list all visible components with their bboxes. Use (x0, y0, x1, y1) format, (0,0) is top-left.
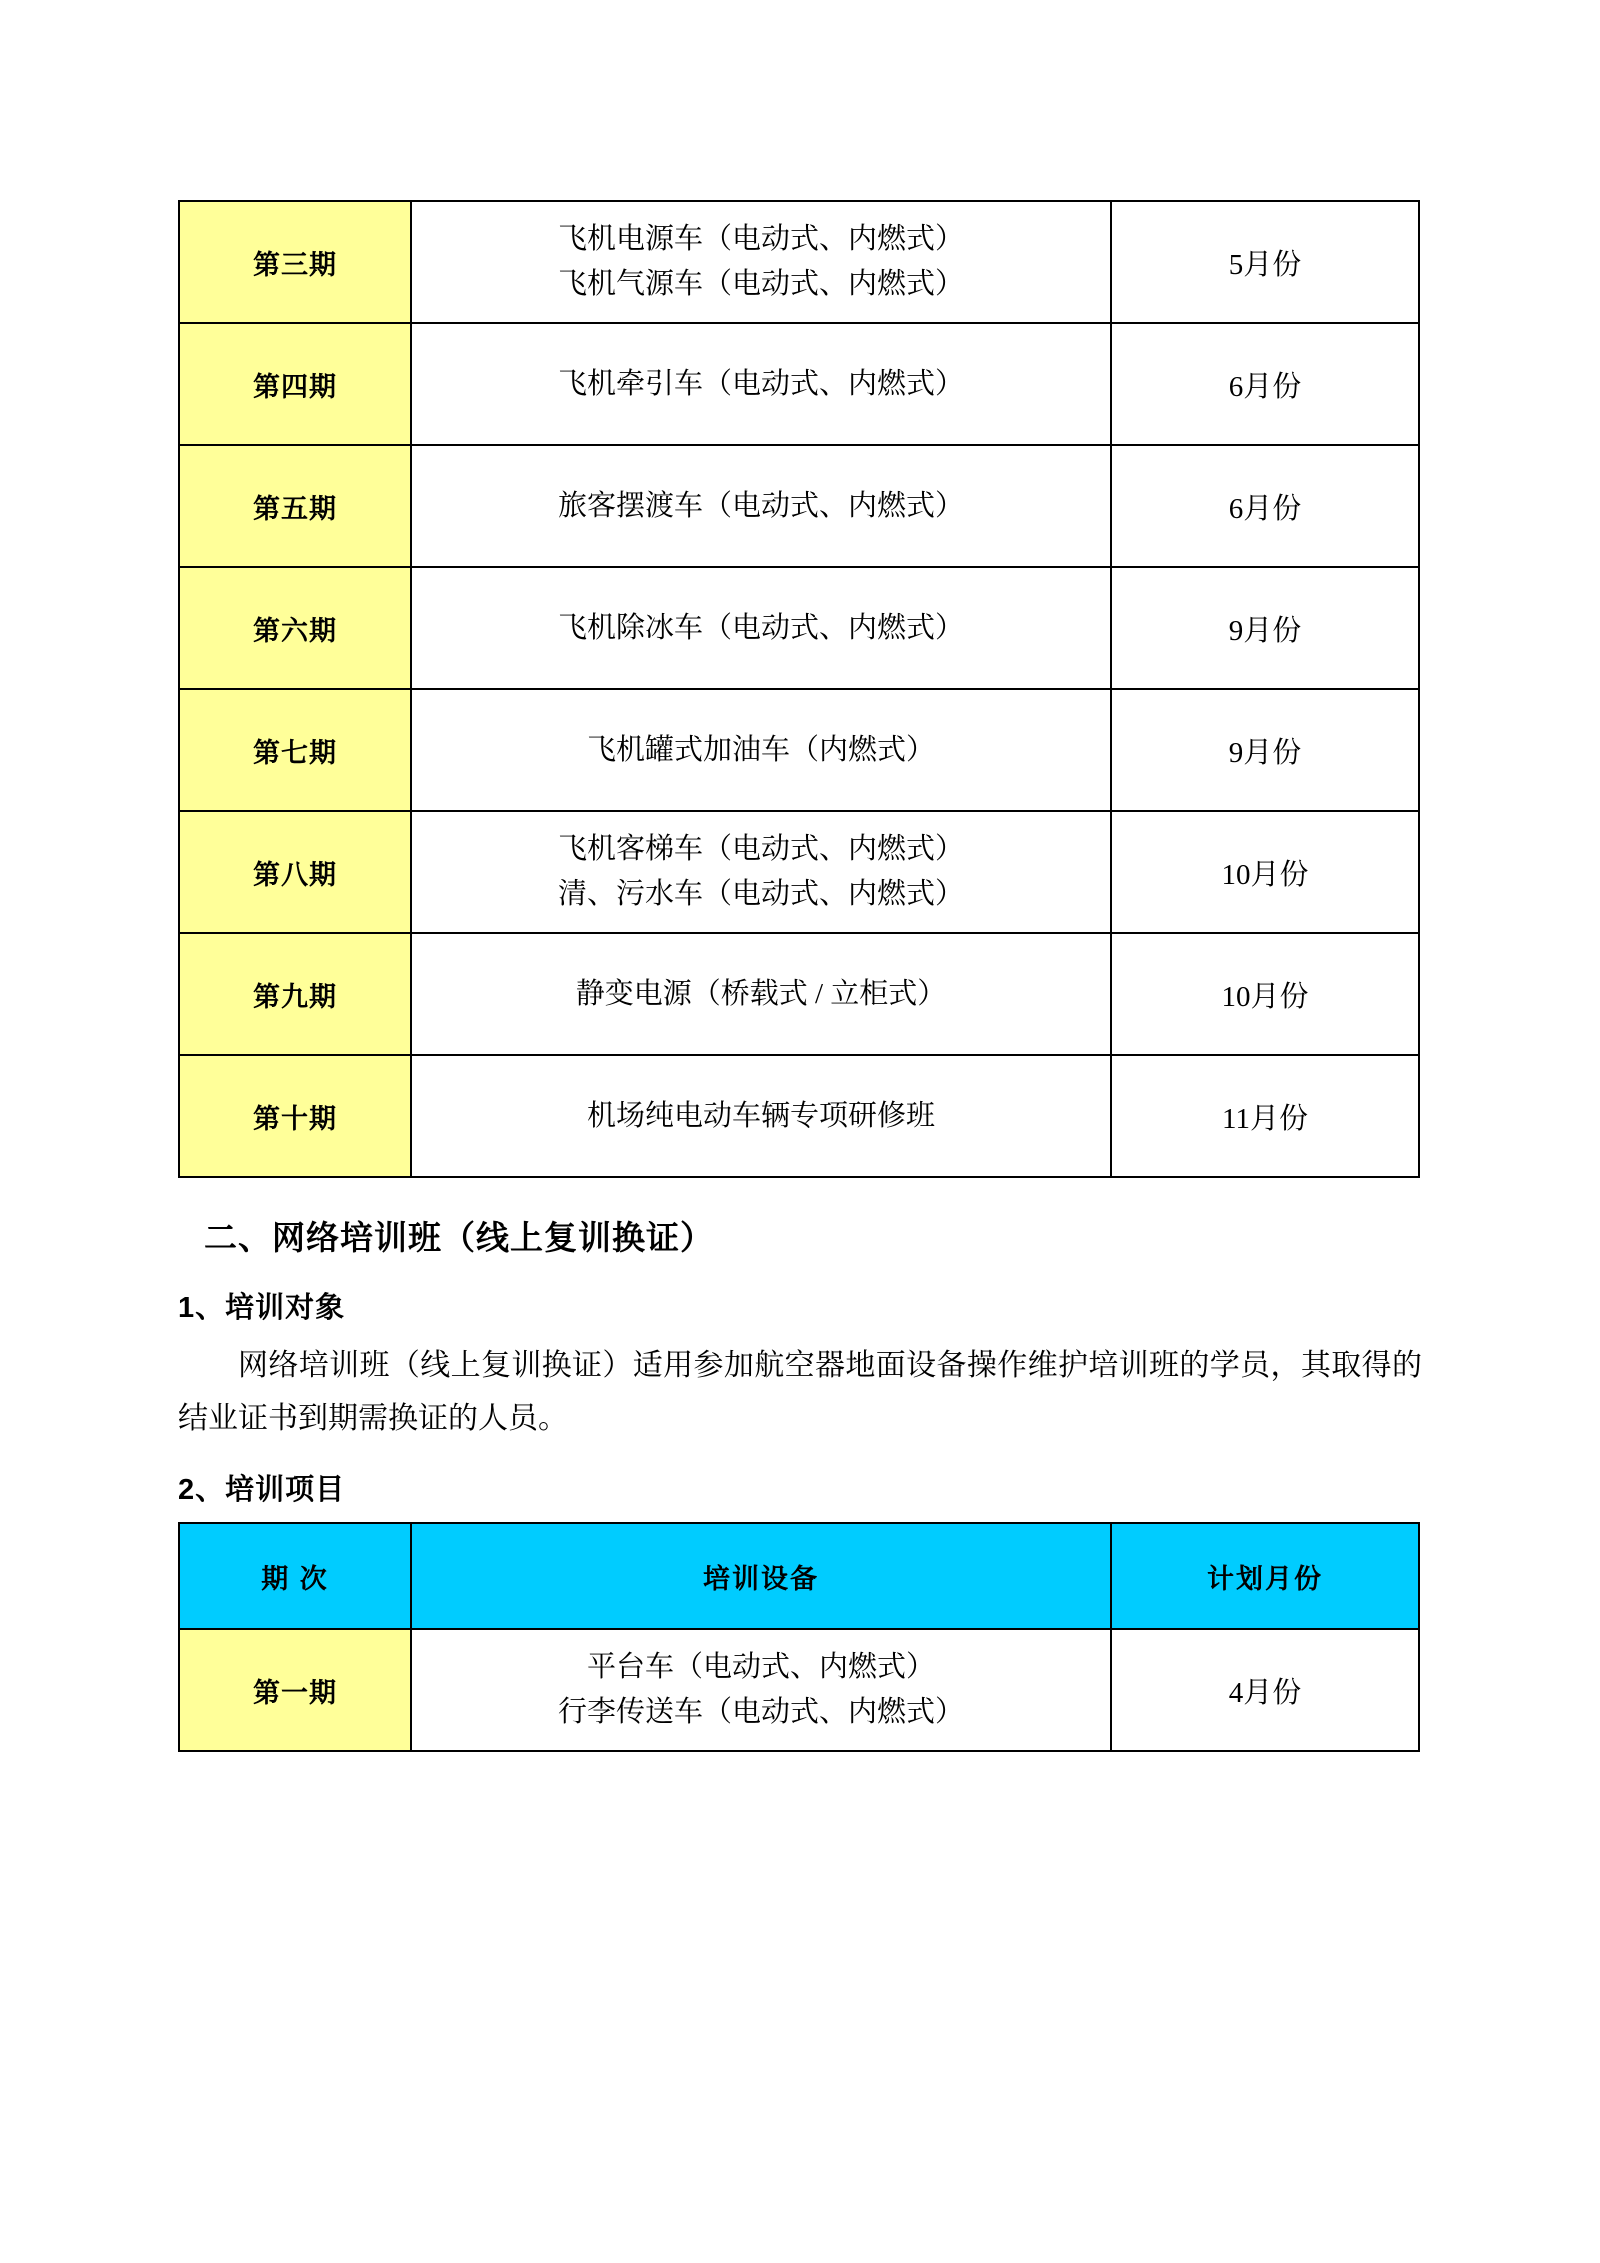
month-cell: 11月份 (1111, 1055, 1419, 1177)
training-target-paragraph: 网络培训班（线上复训换证）适用参加航空器地面设备操作维护培训班的学员，其取得的结业证书到期需换证的人员。 (178, 1349, 1422, 1435)
term-cell: 第四期 (179, 323, 411, 445)
month-cell: 6月份 (1111, 445, 1419, 567)
subsection-heading-training-target: 1、培训对象 (178, 1292, 346, 1324)
month-cell: 9月份 (1111, 567, 1419, 689)
month-cell: 4月份 (1111, 1629, 1419, 1751)
equipment-line: 飞机气源车（电动式、内燃式） (557, 268, 964, 300)
column-header-term: 期 次 (179, 1523, 411, 1629)
month-cell: 9月份 (1111, 689, 1419, 811)
equipment-line: 静变电源（桥载式 / 立柜式） (575, 977, 947, 1010)
term-cell: 第八期 (179, 811, 411, 933)
online-training-table (178, 1522, 1420, 1752)
equipment-line: 飞机罐式加油车（内燃式） (586, 733, 935, 766)
table-row (179, 811, 1419, 933)
equipment-line: 飞机除冰车（电动式、内燃式） (557, 611, 964, 644)
table-row (179, 567, 1419, 689)
table-row (179, 201, 1419, 323)
term-cell: 第六期 (179, 567, 411, 689)
term-cell: 第三期 (179, 201, 411, 323)
equipment-line: 飞机客梯车（电动式、内燃式） (557, 833, 964, 866)
table-row (179, 1055, 1419, 1177)
term-cell: 第一期 (179, 1629, 411, 1751)
table-body (179, 1629, 1419, 1751)
month-cell: 10月份 (1111, 933, 1419, 1055)
equipment-cell (411, 811, 1111, 933)
equipment-line: 平台车（电动式、内燃式） (586, 1651, 935, 1684)
column-header-equipment: 培训设备 (411, 1523, 1111, 1629)
subsection-heading-training-projects: 2、培训项目 (178, 1474, 346, 1506)
table-row (179, 1629, 1419, 1751)
term-cell: 第十期 (179, 1055, 411, 1177)
term-cell: 第七期 (179, 689, 411, 811)
table-header-row (179, 1523, 1419, 1629)
month-cell: 10月份 (1111, 811, 1419, 933)
table-row (179, 689, 1419, 811)
month-cell: 5月份 (1111, 201, 1419, 323)
equipment-cell (411, 933, 1111, 1055)
table-row (179, 933, 1419, 1055)
equipment-line: 行李传送车（电动式、内燃式） (557, 1696, 964, 1728)
equipment-cell (411, 567, 1111, 689)
equipment-line: 飞机电源车（电动式、内燃式） (557, 223, 964, 256)
table-header (179, 1523, 1419, 1629)
table-row (179, 323, 1419, 445)
equipment-cell (411, 201, 1111, 323)
column-header-month: 计划月份 (1111, 1523, 1419, 1629)
table-row (179, 445, 1419, 567)
term-cell: 第五期 (179, 445, 411, 567)
equipment-line: 机场纯电动车辆专项研修班 (586, 1099, 935, 1132)
equipment-cell (411, 323, 1111, 445)
equipment-line: 飞机牵引车（电动式、内燃式） (557, 367, 964, 400)
term-cell: 第九期 (179, 933, 411, 1055)
equipment-cell (411, 445, 1111, 567)
equipment-cell (411, 689, 1111, 811)
equipment-cell (411, 1055, 1111, 1177)
equipment-line: 旅客摆渡车（电动式、内燃式） (557, 489, 964, 522)
equipment-cell (411, 1629, 1111, 1751)
section-heading: 二、网络培训班（线上复训换证） (204, 1219, 714, 1256)
training-schedule-table-continued (178, 200, 1420, 1178)
table-body (179, 201, 1419, 1177)
equipment-line: 清、污水车（电动式、内燃式） (557, 878, 964, 910)
month-cell: 6月份 (1111, 323, 1419, 445)
